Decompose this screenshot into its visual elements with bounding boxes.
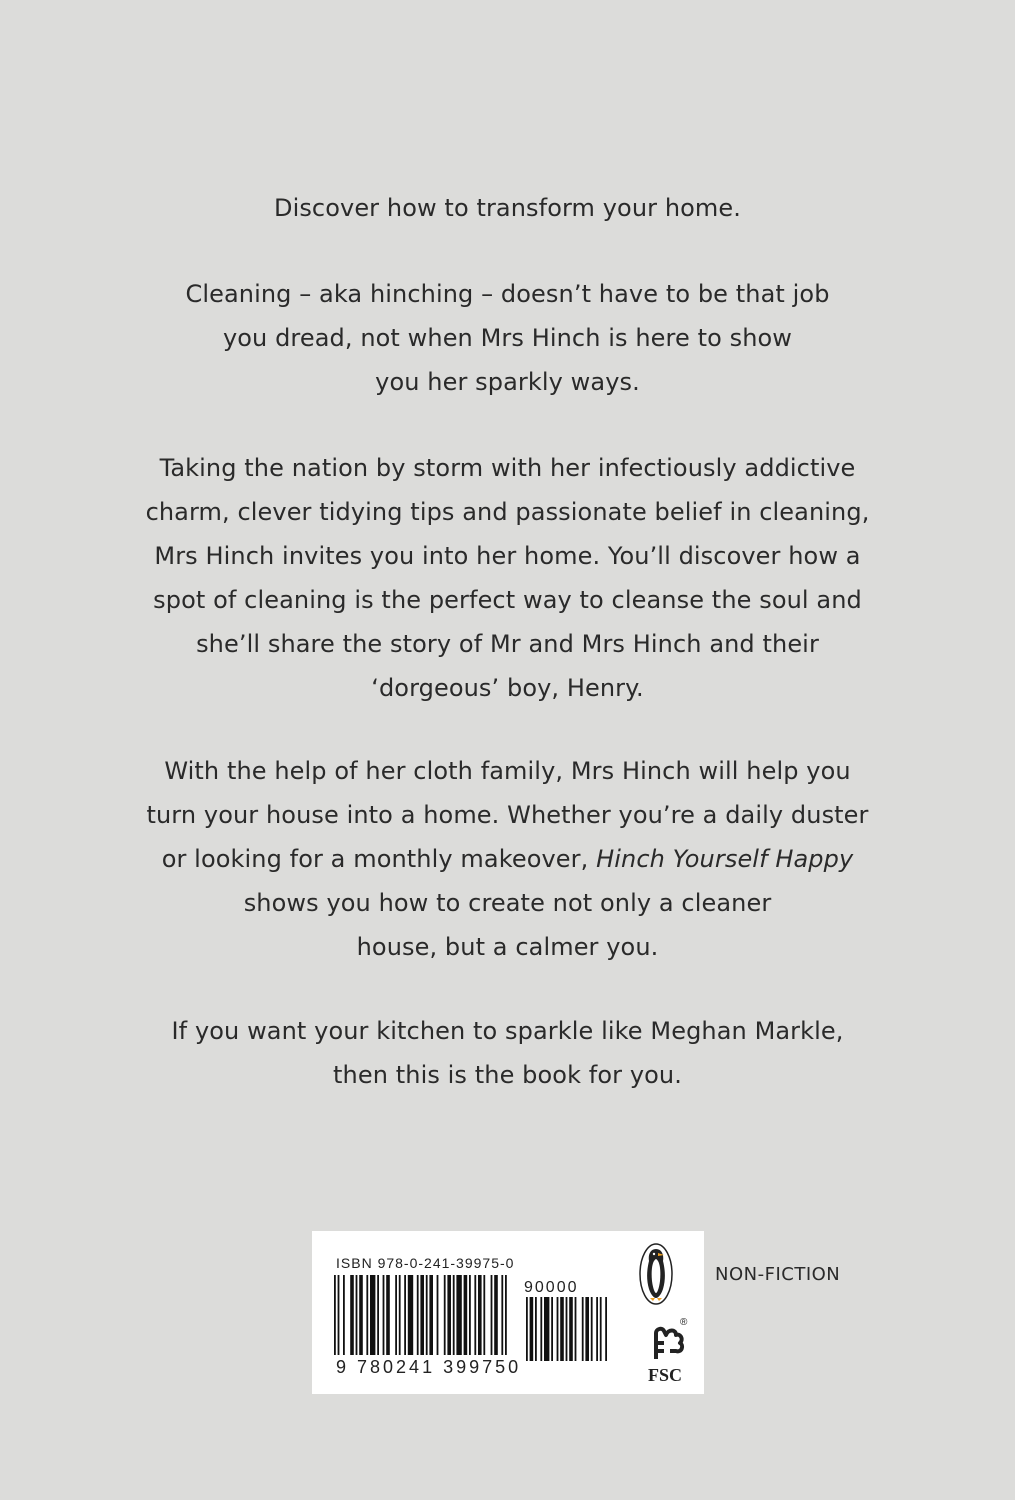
barcode-addon-bar [591,1297,593,1361]
fsc-registered-mark: ® [680,1317,688,1328]
barcode-bar [377,1275,379,1355]
barcode-addon-bar [569,1297,573,1361]
blurb-line: With the help of her cloth family, Mrs Hinch will help you [164,757,851,785]
blurb-line: you her sparkly ways. [375,368,640,396]
barcode-bar [417,1275,419,1355]
barcode-bar [399,1275,401,1355]
barcode-bar [426,1275,428,1355]
barcode-addon-bar [596,1297,598,1361]
barcode-digits: 9 780241 399750 [336,1357,522,1377]
barcode-bar [464,1275,468,1355]
barcode-bar [447,1275,451,1355]
barcode-addon-bar [530,1297,534,1361]
barcode-addon-bar [575,1297,577,1361]
barcode-bar [350,1275,354,1355]
barcode-bar [356,1275,358,1355]
barcode-bar [395,1275,397,1355]
barcode-bar [505,1275,507,1355]
barcode-addon-bar [535,1297,537,1361]
barcode-box [312,1231,704,1394]
blurb-line: charm, clever tidying tips and passionate belief in cleaning, [145,498,870,526]
barcode-addon-bar [560,1297,564,1361]
blurb-line: Cleaning – aka hinching – doesn’t have to be that job [185,280,830,308]
fsc-label: FSC [647,1365,683,1385]
barcode-bar [338,1275,340,1355]
barcode-bar [343,1275,345,1355]
barcode-bar [474,1275,476,1355]
category-label: NON-FICTION [715,1264,841,1285]
barcode-bar [469,1275,471,1355]
book-title: Hinch Yourself Happy [596,845,854,873]
blurb-line: spot of cleaning is the perfect way to cleanse the soul and [153,586,862,614]
barcode-bar [429,1275,433,1355]
barcode-addon-bar [540,1297,542,1361]
blurb-paragraph-2 [0,272,1015,404]
price-code: 90000 [524,1279,579,1296]
blurb-line: Taking the nation by storm with her infectiously addictive [159,454,856,482]
barcode-bar [453,1275,455,1355]
blurb-line: ‘dorgeous’ boy, Henry. [371,674,644,702]
barcode-addon-bar [582,1297,584,1361]
barcode-bar [491,1275,493,1355]
barcode-bar [456,1275,461,1355]
blurb-line: If you want your kitchen to sparkle like Meghan Markle, [171,1017,844,1045]
blurb-line: Discover how to transform your home. [273,194,742,222]
barcode-bar [483,1275,485,1355]
blurb-line: you dread, not when Mrs Hinch is here to show [222,324,793,352]
blurb-line: Mrs Hinch invites you into her home. You’ll discover how a [154,542,861,570]
blurb-paragraph-4 [0,749,1015,969]
fsc-logo-icon [630,1313,700,1385]
blurb-paragraph-5 [0,1009,1015,1097]
barcode-addon-bar [566,1297,568,1361]
barcode-bar [334,1275,336,1355]
barcode-bar [501,1275,503,1355]
barcode-addon-bar [557,1297,559,1361]
blurb-line: house, but a calmer you. [356,933,659,961]
barcode-bar [478,1275,482,1355]
blurb-paragraph-3 [0,446,1015,710]
blurb-line: turn your house into a home. Whether you’re a daily duster [146,801,869,829]
barcode-bar [408,1275,413,1355]
barcode-bar [366,1275,368,1355]
barcode-addon-bar [600,1297,602,1361]
barcode-addon-bar [526,1297,528,1361]
barcode-bar [437,1275,439,1355]
barcode-bar [494,1275,498,1355]
barcode-bar [404,1275,406,1355]
barcode-bar [370,1275,375,1355]
barcode-bar [359,1275,363,1355]
blurb-line: she’ll share the story of Mr and Mrs Hinch and their [196,630,819,658]
isbn-label: ISBN 978-0-241-39975-0 [336,1255,515,1271]
penguin-logo-icon [639,1243,673,1305]
blurb-text: or looking for a monthly makeover, [161,845,597,873]
barcode-bar [420,1275,424,1355]
blurb-line: shows you how to create not only a cleaner [243,889,772,917]
barcode-bar [383,1275,385,1355]
blurb-line: then this is the book for you. [333,1061,682,1089]
barcode-bar [386,1275,390,1355]
barcode-addon-bar [551,1297,553,1361]
barcode-addon-bar [544,1297,549,1361]
blurb-paragraph-1 [0,186,1015,230]
barcode-addon-bar [605,1297,607,1361]
blurb-line [0,837,1015,881]
barcode-bar [444,1275,446,1355]
barcode-addon-bar [585,1297,589,1361]
